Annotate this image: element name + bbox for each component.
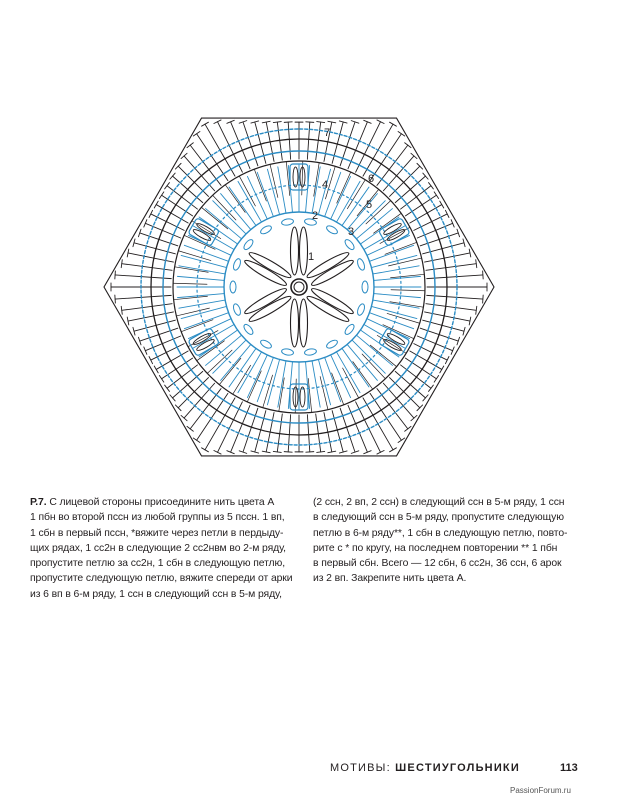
stitch-top	[187, 143, 193, 148]
stitch-line	[374, 294, 421, 298]
flower-petal	[310, 257, 356, 288]
stitch-line	[267, 359, 279, 404]
stitch-top	[214, 120, 221, 124]
stitch-line	[243, 122, 258, 166]
stitch-line	[369, 245, 413, 261]
stitch-line	[325, 357, 341, 401]
stitch-top	[476, 260, 477, 268]
chain-loop	[232, 258, 242, 271]
stitch-top	[115, 295, 116, 303]
flower-petal	[305, 293, 351, 324]
magic-ring	[294, 282, 304, 292]
stitch-line	[410, 205, 442, 223]
chain-loop	[325, 339, 338, 350]
stitch-line	[371, 255, 416, 267]
stitch-top	[398, 438, 405, 442]
flower-petal-group	[243, 286, 293, 325]
stitch-line	[343, 368, 359, 398]
stitch-line	[278, 167, 286, 213]
stitch-line	[162, 358, 193, 379]
stitch-line	[410, 351, 442, 369]
instruction-line: (2 ссн, 2 вп, 2 ссн) в следующий ссн в 5-м ряду, 1 ссн	[313, 497, 565, 508]
page-number: 113	[560, 762, 578, 774]
chain-loop	[356, 303, 366, 316]
stitch-line	[391, 290, 425, 291]
round-number-1: 1	[308, 251, 315, 263]
stitch-line	[307, 415, 309, 452]
section-prefix: МОТИВЫ:	[330, 762, 391, 774]
chain-loop	[232, 303, 242, 316]
stitch-line	[307, 122, 309, 159]
stitch-line	[332, 373, 344, 405]
stitch-line	[390, 166, 420, 196]
chain-loop	[362, 281, 368, 293]
stitch-top	[154, 201, 158, 208]
cluster-petal	[300, 387, 305, 407]
stitch-line	[405, 195, 436, 216]
stitch-top	[214, 451, 221, 455]
chain-loop	[242, 323, 254, 336]
stitch-line	[340, 408, 355, 452]
stitch-top	[165, 385, 170, 391]
stitch-line	[162, 195, 193, 216]
round-number-7: 7	[324, 127, 331, 139]
flower-petal-group	[291, 227, 308, 275]
instruction-line	[30, 495, 306, 510]
stitch-line	[373, 300, 419, 308]
stitch-top	[159, 192, 163, 199]
stitch-top	[390, 122, 397, 126]
stitch-top	[440, 366, 444, 373]
stitch-top	[154, 366, 158, 373]
instruction-text: С лицевой стороны присоедините нить цвета А	[46, 497, 275, 508]
round-number-3: 3	[348, 226, 355, 238]
stitch-top	[284, 122, 292, 123]
flower-petal-group	[291, 299, 308, 347]
instruction-line: из 2 вп. Закрепите нить цвета А.	[313, 573, 467, 585]
flower-petal	[300, 227, 308, 275]
stitch-top	[202, 122, 209, 126]
stitch-top	[398, 132, 405, 136]
stitch-top	[445, 210, 449, 217]
round-number-6: 6	[368, 173, 375, 185]
instruction-line: пропустите петлю за сс2н, 1 сбн в следующую петлю,	[30, 558, 285, 570]
crochet-chart-diagram	[100, 112, 500, 462]
stitch-line	[257, 172, 273, 216]
flower-petal-group	[305, 286, 355, 325]
flower-petal	[247, 250, 293, 281]
section-name: ШЕСТИУГОЛЬНИКИ	[395, 762, 520, 774]
instruction-line: рите с * по кругу, на последнем повторении ** 1 пбн	[313, 542, 558, 554]
stitch-top	[377, 451, 384, 455]
instruction-line: 1 пбн во второй пссн из любой группы из 5 пссн. 1 вп,	[30, 512, 285, 524]
stitch-line	[340, 122, 355, 166]
stitch-line	[181, 306, 226, 318]
stitch-line	[331, 355, 351, 398]
stitch-top	[193, 438, 200, 442]
stitch-line	[179, 300, 225, 308]
stitch-line	[178, 166, 208, 196]
stitch-top	[149, 356, 153, 363]
chain-loop	[259, 339, 272, 350]
stitch-top	[159, 375, 163, 382]
stitch-line	[390, 378, 420, 408]
stitch-line	[156, 205, 188, 223]
flower-petal	[243, 286, 289, 317]
instructions-left-column	[30, 495, 306, 602]
stitch-top	[273, 451, 281, 452]
round-number-2: 2	[312, 210, 319, 222]
stitch-top	[317, 451, 325, 452]
stitch-top	[445, 356, 449, 363]
stitch-line	[405, 358, 436, 379]
chain-loop	[281, 348, 294, 356]
stitch-line	[318, 169, 330, 214]
stitch-top	[429, 385, 434, 391]
stitch-line	[167, 186, 197, 209]
instruction-line: щих рядах, 1 сс2н в следующие 2 сс2нвм во 2-м ряду,	[30, 542, 286, 554]
stitch-line	[167, 365, 197, 388]
flower-petal	[310, 286, 356, 317]
instruction-line: петлю в 6-м ряду**, 1 сбн в следующую петлю, повто-	[313, 527, 568, 539]
stitch-line	[243, 408, 258, 452]
stitch-line	[401, 365, 431, 388]
chain-loop	[242, 238, 254, 251]
stitch-line	[267, 169, 279, 214]
instruction-line: в первый сбн. Всего — 12 сбн, 6 сс2н, 36 ссн, 6 арок	[313, 558, 562, 570]
chain-loop	[281, 218, 294, 226]
stitch-line	[181, 255, 226, 267]
stitch-top	[149, 210, 153, 217]
stitch-line	[179, 266, 225, 274]
flower-petal	[300, 299, 308, 347]
instructions-right-column	[313, 495, 583, 587]
stitch-line	[173, 283, 207, 284]
round-number-4: 4	[322, 179, 329, 191]
stitch-line	[401, 186, 431, 209]
stitch-line	[385, 242, 417, 254]
stitch-line	[184, 313, 228, 329]
chain-loop	[343, 238, 355, 251]
stitch-line	[156, 351, 188, 369]
watermark: PassionForum.ru	[510, 786, 571, 795]
stitch-top	[273, 122, 281, 123]
stitch-top	[405, 426, 411, 431]
section-title	[330, 762, 520, 774]
stitch-top	[317, 122, 325, 123]
stitch-top	[115, 271, 116, 279]
chain-loop	[343, 323, 355, 336]
stitch-top	[476, 306, 477, 314]
stitch-top	[405, 143, 411, 148]
stitch-top	[377, 120, 384, 124]
stitch-top	[202, 448, 209, 452]
stitch-line	[288, 415, 290, 452]
stitch-line	[181, 320, 213, 332]
stitch-top	[390, 448, 397, 452]
magic-ring	[291, 279, 307, 295]
flower-petal	[243, 257, 289, 288]
stitch-top	[165, 183, 170, 189]
instruction-line: 1 сбн в первый пссн, *вяжите через петли в пердыду-	[30, 527, 284, 539]
instruction-line: из 6 вп в 6-м ряду, 1 ссн в следующий ссн в 5-м ряду,	[30, 588, 282, 600]
stitch-line	[239, 176, 255, 206]
stitch-top	[187, 426, 193, 431]
stitch-line	[178, 378, 208, 408]
stitch-top	[440, 201, 444, 208]
stitch-line	[288, 122, 290, 159]
round-number-5: 5	[366, 199, 373, 211]
stitch-line	[254, 169, 266, 201]
stitch-top	[121, 306, 122, 314]
flower-petal-group	[243, 250, 293, 289]
stitch-top	[434, 192, 438, 199]
chain-loop	[356, 258, 366, 271]
stitch-line	[373, 266, 419, 274]
row-label: Р.7.	[30, 497, 47, 508]
chain-loop	[325, 224, 338, 235]
flower-petal	[291, 299, 299, 347]
stitch-line	[371, 306, 416, 318]
stitch-top	[429, 183, 434, 189]
stitch-top	[306, 452, 314, 453]
stitch-top	[284, 452, 292, 453]
stitch-top	[193, 132, 200, 136]
stitch-line	[312, 361, 320, 407]
chain-loop	[304, 348, 317, 356]
stitch-line	[312, 167, 320, 213]
chain-loop	[259, 224, 272, 235]
stitch-top	[434, 375, 438, 382]
stitch-top	[306, 122, 314, 123]
stitch-top	[121, 260, 122, 268]
chain-loop	[230, 281, 236, 293]
instruction-line: пропустите следующую петлю, вяжите спереди от арки	[30, 573, 293, 585]
instruction-line: в следующий ссн в 5-м ряду, пропустите следующую	[313, 512, 564, 524]
cluster-petal	[293, 167, 298, 187]
stitch-line	[278, 361, 286, 407]
stitch-line	[318, 359, 330, 404]
stitch-line	[247, 176, 267, 219]
stitch-top	[483, 295, 484, 303]
stitch-top	[483, 271, 484, 279]
flower-petal	[291, 227, 299, 275]
flower-petal	[247, 293, 293, 324]
stitch-line	[177, 276, 224, 280]
